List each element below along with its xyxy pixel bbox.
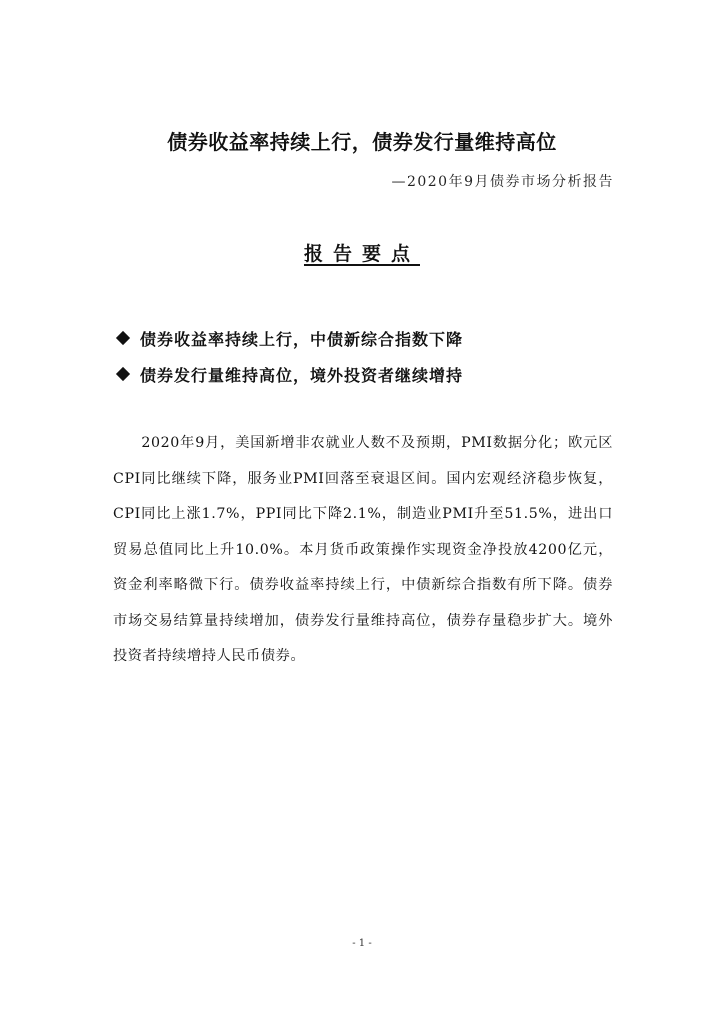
section-heading bbox=[0, 239, 724, 266]
diamond-bullet-icon bbox=[116, 367, 130, 381]
summary-paragraph: 2020年9月，美国新增非农就业人数不及预期，PMI数据分化；欧元区CPI同比继续下降，服务业PMI回落至衰退区间。国内宏观经济稳步恢复，CPI同比上涨1.7%，PPI同比下降2.1%，制造业PMI升至51.5%，进出口贸易总值同比上升10.0%。本月货币政策操作实现资金净投放4200亿元，资金利率略微下行。债券收益率持续上行，中债新综合指数有所下降。债券市场交易结算量持续增加，债券发行量维持高位，债券存量稳步扩大。境外投资者持续增持人民币债券。 bbox=[113, 435, 613, 664]
key-point-text: 债券发行量维持高位，境外投资者继续增持 bbox=[140, 365, 464, 385]
report-subtitle: —2020年9月债券市场分析报告 bbox=[391, 174, 614, 190]
diamond-bullet-icon bbox=[116, 331, 130, 345]
key-point-text: 债券收益率持续上行，中债新综合指数下降 bbox=[140, 329, 464, 349]
page-number: - 1 - bbox=[352, 938, 372, 949]
key-point-item bbox=[114, 356, 624, 392]
key-point-item bbox=[114, 320, 624, 356]
section-heading-text: 报告要点 bbox=[303, 243, 420, 265]
report-title: 债券收益率持续上行，债券发行量维持高位 bbox=[167, 130, 557, 154]
key-points-list bbox=[114, 320, 624, 392]
